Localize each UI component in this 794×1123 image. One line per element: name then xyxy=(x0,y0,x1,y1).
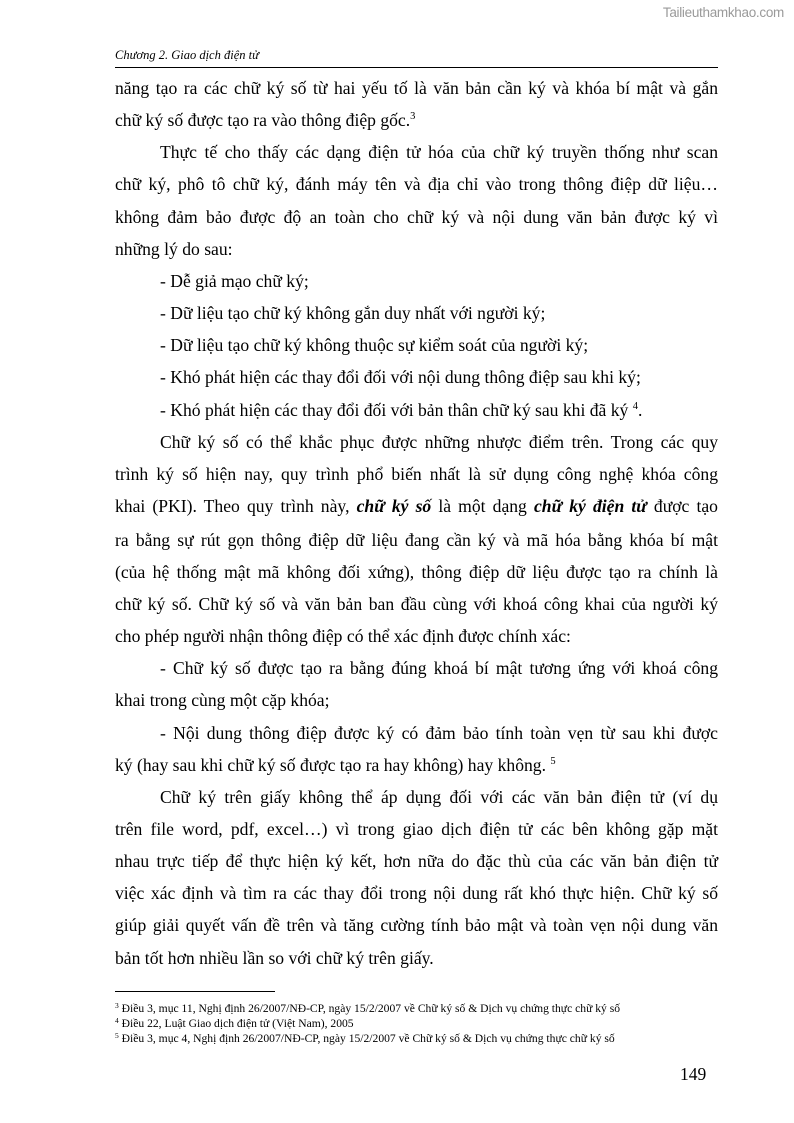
footnote xyxy=(115,1032,615,1046)
text-line xyxy=(160,398,718,422)
text-line xyxy=(160,430,718,454)
text-line xyxy=(160,140,718,164)
text-line xyxy=(115,108,718,132)
emphasized-term: chữ ký số xyxy=(356,495,432,516)
text-line xyxy=(160,301,718,325)
text-line xyxy=(160,785,718,809)
text-run: Chữ ký trên giấy không thể áp dụng đối với các văn bản điện tử (ví dụ xyxy=(160,786,718,807)
text-line xyxy=(115,881,718,905)
text-run: trình ký số hiện nay, quy trình phổ biến nhất là sử dụng công nghệ khóa công xyxy=(115,463,718,484)
text-run: - Dữ liệu tạo chữ ký không thuộc sự kiểm soát của người ký; xyxy=(160,335,589,356)
text-run: ra bằng sự rút gọn thông điệp dữ liệu đang cần ký và mã hóa bằng khóa bí mật xyxy=(115,529,718,550)
text-line xyxy=(115,624,718,648)
text-run: được tạo xyxy=(646,495,718,516)
text-run: việc xác định và tìm ra các thay đổi trong nội dung rất khó thực hiện. Chữ ký số xyxy=(115,883,718,904)
footnote xyxy=(115,1017,354,1031)
text-line xyxy=(115,462,718,486)
text-run: không đảm bảo được độ an toàn cho chữ ký và nội dung văn bản được ký vì xyxy=(115,206,718,227)
text-run: (của hệ thống mật mã không đối xứng), thông điệp dữ liệu được tạo ra chính là xyxy=(115,561,718,582)
text-line xyxy=(115,688,718,712)
text-line xyxy=(160,656,718,680)
text-run: ký (hay sau khi chữ ký số được tạo ra hay không) hay không. xyxy=(115,754,551,775)
text-line xyxy=(115,494,718,518)
text-line xyxy=(115,172,718,196)
text-line xyxy=(115,592,718,616)
text-run: - Dữ liệu tạo chữ ký không gắn duy nhất với người ký; xyxy=(160,303,546,324)
header-rule xyxy=(115,67,718,68)
emphasized-term: chữ ký điện tử xyxy=(533,495,647,516)
text-run: Thực tế cho thấy các dạng điện tử hóa của chữ ký truyền thống như scan xyxy=(160,142,718,163)
text-run: trên file word, pdf, excel…) vì trong giao dịch điện tử các bên không gặp mặt xyxy=(115,818,718,839)
text-run: là một dạng xyxy=(431,495,534,516)
text-run: giúp giải quyết vấn đề trên và tăng cường tính bảo mật và toàn vẹn nội dung văn xyxy=(115,915,718,936)
footnote-ref: 5 xyxy=(550,755,556,767)
text-run: khai (PKI). Theo quy trình này, xyxy=(115,495,357,516)
text-run: - Chữ ký số được tạo ra bằng đúng khoá bí mật tương ứng với khoá công xyxy=(160,658,718,679)
footnote-ref: 3 xyxy=(410,111,416,123)
text-run: - Nội dung thông điệp được ký có đảm bảo tính toàn vẹn từ sau khi được xyxy=(160,722,718,743)
running-header: Chương 2. Giao dịch điện tử xyxy=(115,48,259,62)
text-run: - Khó phát hiện các thay đổi đối với bản thân chữ ký sau khi đã ký xyxy=(160,399,633,420)
text-line xyxy=(115,849,718,873)
text-run: . xyxy=(638,399,643,420)
footnote-rule xyxy=(115,991,275,992)
text-run: cho phép người nhận thông điệp có thể xác định được chính xác: xyxy=(115,626,571,647)
text-line xyxy=(115,817,718,841)
text-run: chữ ký số được tạo ra vào thông điệp gốc. xyxy=(115,110,411,131)
footnote xyxy=(115,1002,620,1016)
text-run: Chữ ký số có thể khắc phục được những nhược điểm trên. Trong các quy xyxy=(160,431,718,452)
text-line xyxy=(115,76,718,100)
text-run: những lý do sau: xyxy=(115,238,233,259)
text-line xyxy=(160,269,718,293)
text-line xyxy=(115,913,718,937)
footnote-text: Điều 3, mục 11, Nghị định 26/2007/NĐ-CP, ngày 15/2/2007 về Chữ ký số & Dịch vụ chứng thực chữ ký số xyxy=(121,1002,621,1015)
text-line xyxy=(115,528,718,552)
text-line xyxy=(115,560,718,584)
text-run: chữ ký số. Chữ ký số và văn bản ban đầu cùng với khoá công khai của người ký xyxy=(115,593,718,614)
footnote-ref: 4 xyxy=(632,400,638,412)
text-run: nhau trực tiếp để thực hiện ký kết, hơn nữa do đặc thù của các văn bản điện tử xyxy=(115,851,718,872)
watermark: Tailieuthamkhao.com xyxy=(662,5,784,20)
text-line xyxy=(160,365,718,389)
footnote-text: Điều 22, Luật Giao dịch điện tử (Việt Nam), 2005 xyxy=(121,1017,354,1030)
text-run: chữ ký, phô tô chữ ký, đánh máy tên và địa chỉ vào trong thông điệp dữ liệu… xyxy=(115,174,718,195)
footnote-number: 4 xyxy=(115,1016,119,1025)
text-run: - Khó phát hiện các thay đổi đối với nội dung thông điệp sau khi ký; xyxy=(160,367,641,388)
text-line xyxy=(115,205,718,229)
text-line xyxy=(160,721,718,745)
text-run: bản tốt hơn nhiều lần so với chữ ký trên giấy. xyxy=(115,947,434,968)
text-line xyxy=(160,333,718,357)
footnote-number: 5 xyxy=(115,1031,119,1040)
text-line xyxy=(115,753,718,777)
text-run: - Dễ giả mạo chữ ký; xyxy=(160,270,309,291)
footnote-text: Điều 3, mục 4, Nghị định 26/2007/NĐ-CP, ngày 15/2/2007 về Chữ ký số & Dịch vụ chứng thực chữ ký số xyxy=(121,1032,615,1045)
text-run: năng tạo ra các chữ ký số từ hai yếu tố là văn bản cần ký và khóa bí mật và gắn xyxy=(115,78,718,98)
text-line xyxy=(115,946,718,970)
text-run: khai trong cùng một cặp khóa; xyxy=(115,690,330,711)
footnote-number: 3 xyxy=(115,1001,119,1010)
page-number: 149 xyxy=(680,1064,707,1084)
text-line xyxy=(115,237,718,261)
